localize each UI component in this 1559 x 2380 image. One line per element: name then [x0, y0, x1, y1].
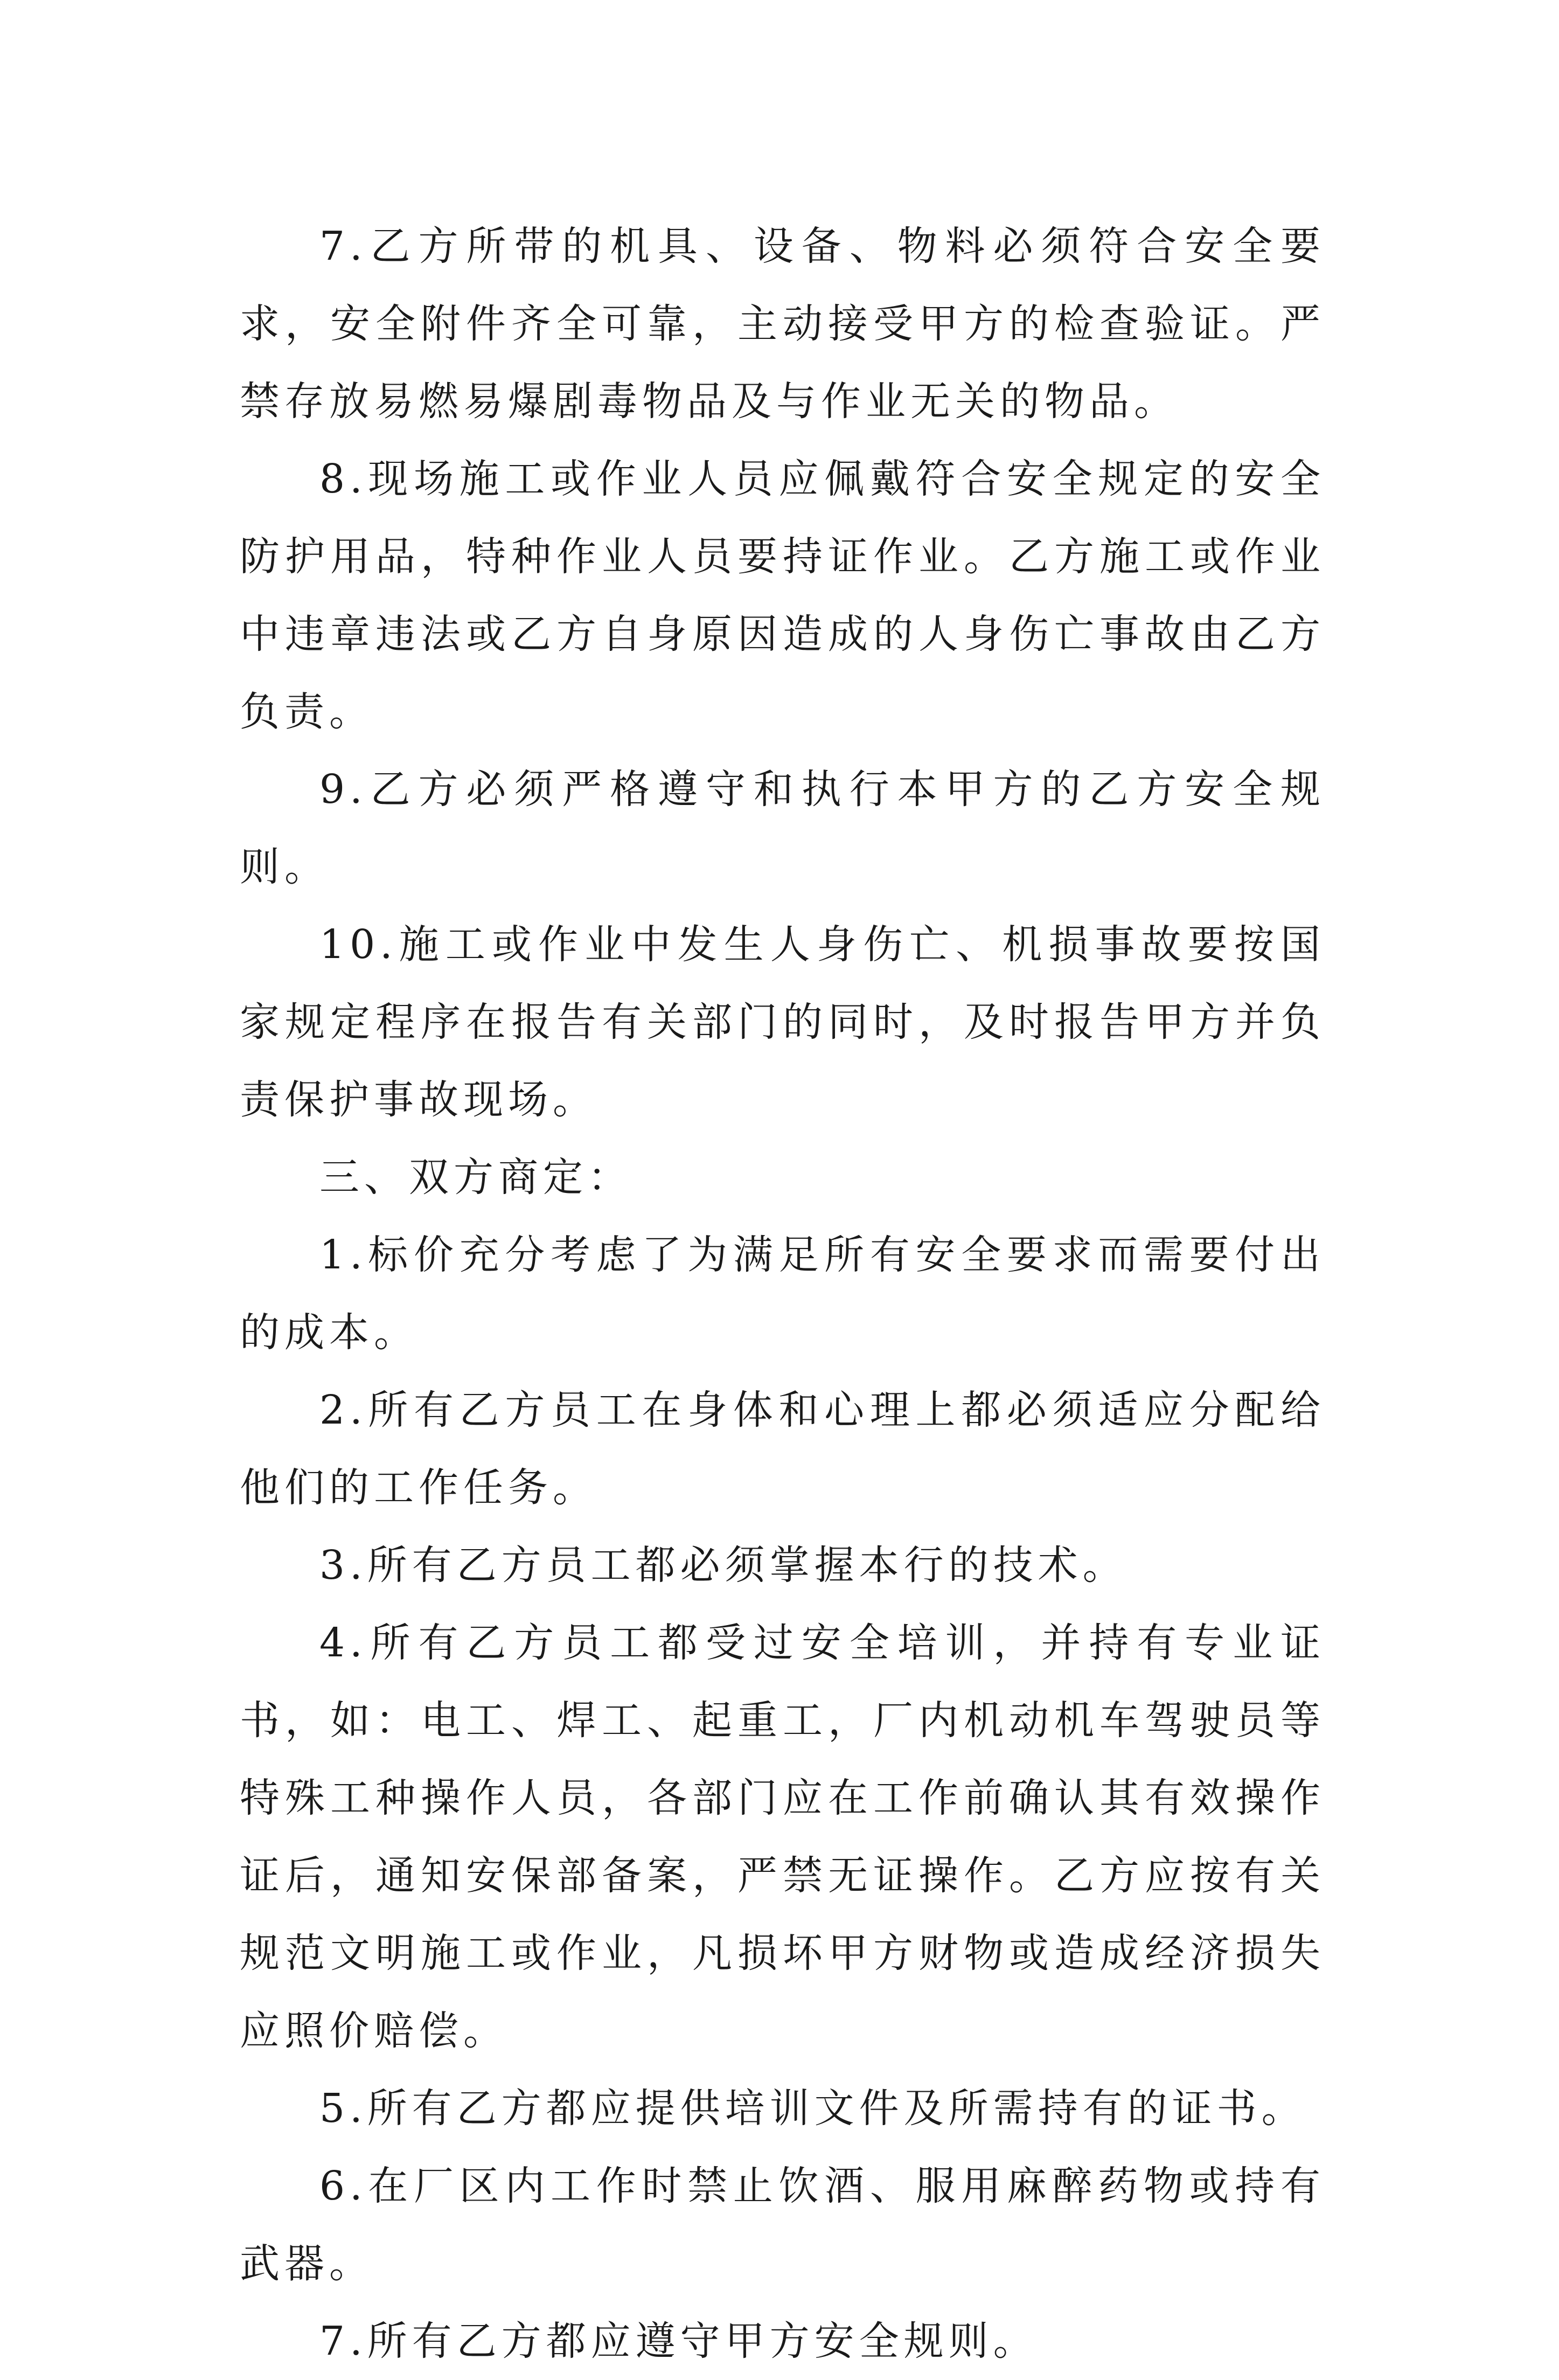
document-body: [240, 207, 1325, 2380]
clause-7-equipment: 7.乙方所带的机具、设备、物料必须符合安全要求，安全附件齐全可靠，主动接受甲方的检查验证。严禁存放易燃易爆剧毒物品及与作业无关的物品。: [240, 223, 1325, 425]
agreement-7-compliance: 7.所有乙方都应遵守甲方安全规则。: [319, 2318, 1038, 2364]
agreement-5-certificates: 5.所有乙方都应提供培训文件及所需持有的证书。: [319, 2085, 1306, 2132]
clause-10-accident-report: 10.施工或作业中发生人身伤亡、机损事故要按国家规定程序在报告有关部门的同时，及时报告甲方并负责保护事故现场。: [240, 921, 1325, 1123]
clause-9-safety-rules: 9.乙方必须严格遵守和执行本甲方的乙方安全规则。: [240, 766, 1325, 890]
section-heading-mutual-agreement: 三、双方商定：: [319, 1154, 632, 1201]
agreement-6-prohibitions: 6.在厂区内工作时禁止饮酒、服用麻醉药物或持有武器。: [240, 2163, 1325, 2287]
agreement-2-fitness: 2.所有乙方员工在身体和心理上都必须适应分配给他们的工作任务。: [240, 1387, 1325, 1511]
agreement-3-skills: 3.所有乙方员工都必须掌握本行的技术。: [319, 1542, 1128, 1588]
agreement-4-training: 4.所有乙方员工都受过安全培训，并持有专业证书，如：电工、焊工、起重工，厂内机动机车驾驶员等特殊工种操作人员，各部门应在工作前确认其有效操作证后，通知安保部备案，严禁无证操作。乙方应按有关规范文明施工或作业，凡损坏甲方财物或造成经济损失应照价赔偿。: [240, 1620, 1325, 2054]
clause-8-protective-gear: 8.现场施工或作业人员应佩戴符合安全规定的安全防护用品，特种作业人员要持证作业。乙方施工或作业中违章违法或乙方自身原因造成的人身伤亡事故由乙方负责。: [240, 456, 1325, 735]
agreement-1-cost: 1.标价充分考虑了为满足所有安全要求而需要付出的成本。: [240, 1232, 1325, 1356]
